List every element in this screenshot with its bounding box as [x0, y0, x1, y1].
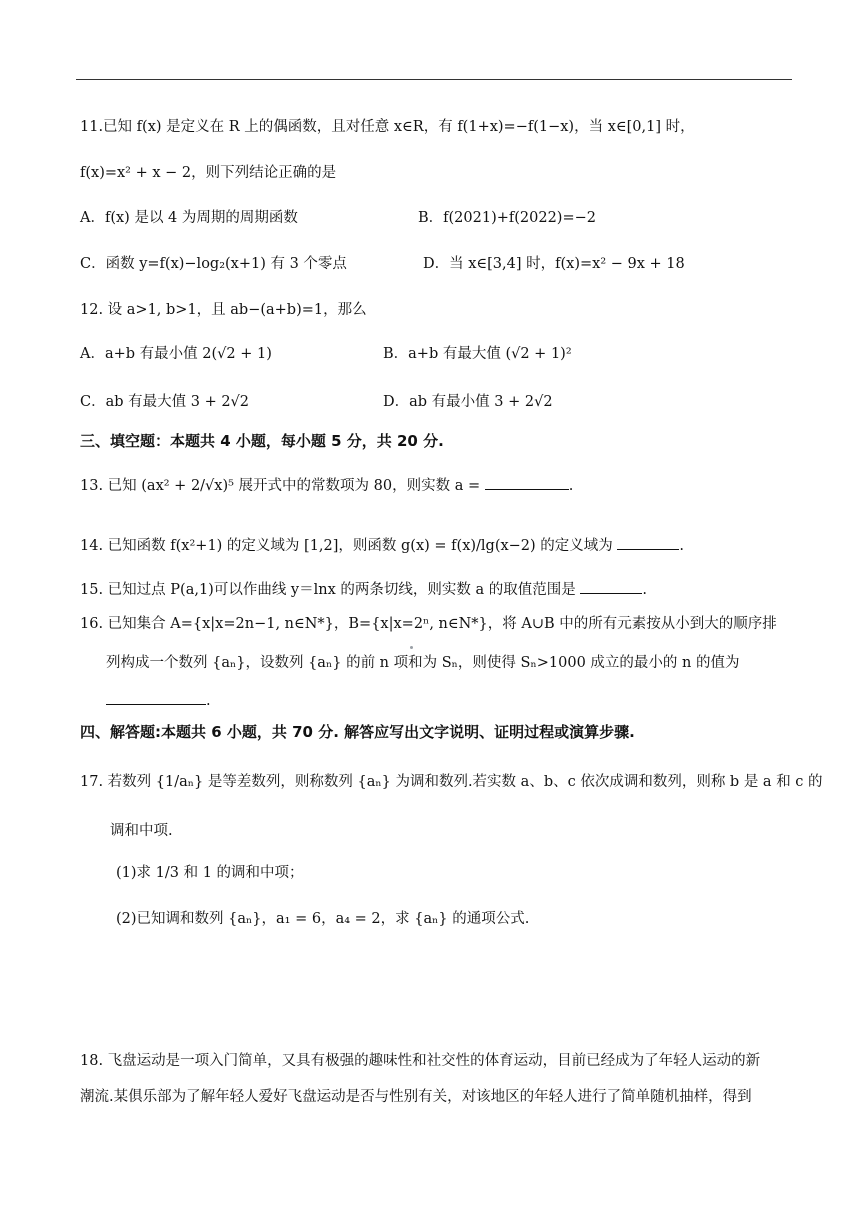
q11-option-d: D．当 x∈[3,4] 时，f(x)=x² − 9x + 18 [423, 256, 685, 272]
section-fill-in-heading: 三、填空题：本题共 4 小题，每小题 5 分，共 20 分. [80, 432, 444, 450]
q13-answer-blank[interactable] [485, 477, 569, 490]
q16-line1: 16. 已知集合 A={x|x=2n−1, n∈N*}，B={x|x=2ⁿ, n∈N*}，将 A∪B 中的所有元素按从小到大的顺序排 [80, 616, 777, 632]
q17-line2: 调和中项. [110, 823, 173, 839]
q16-line2: 列构成一个数列 {aₙ}，设数列 {aₙ} 的前 n 项和为 Sₙ，则使得 Sₙ>1000 成立的最小的 n 的值为 [106, 655, 740, 671]
q18-line1: 18. 飞盘运动是一项入门简单，又具有极强的趣味性和社交性的体育运动，目前已经成为了年轻人运动的新 [80, 1053, 761, 1069]
q11-option-c: C．函数 y=f(x)−log₂(x+1) 有 3 个零点 [80, 256, 347, 272]
q15-text: 15. 已知过点 P(a,1)可以作曲线 y＝lnx 的两条切线，则实数 a 的取值范围是 . [80, 582, 647, 598]
q12-option-b: B．a+b 有最大值 (√2 + 1)² [383, 346, 572, 362]
q15-answer-blank[interactable] [580, 581, 642, 594]
q11-option-b: B．f(2021)+f(2022)=−2 [418, 210, 596, 226]
q14-text: 14. 已知函数 f(x²+1) 的定义域为 [1,2]，则函数 g(x) = f(x)/lg(x−2) 的定义域为 . [80, 538, 685, 554]
q14-answer-blank[interactable] [617, 537, 679, 550]
q12-stem: 12. 设 a>1, b>1，且 ab−(a+b)=1，那么 [80, 302, 367, 318]
q11-option-a: A．f(x) 是以 4 为周期的周期函数 [80, 210, 298, 226]
header-rule [76, 79, 792, 80]
q12-option-d: D．ab 有最小值 3 + 2√2 [383, 394, 553, 410]
q13-text: 13. 已知 (ax² + 2/√x)⁵ 展开式中的常数项为 80，则实数 a = . [80, 478, 574, 494]
q17-line1: 17. 若数列 {1/aₙ} 是等差数列，则称数列 {aₙ} 为调和数列.若实数 a、b、c 依次成调和数列，则称 b 是 a 和 c 的 [80, 774, 823, 790]
q11-line2: f(x)=x² + x − 2，则下列结论正确的是 [80, 165, 337, 181]
q18-line2: 潮流.某俱乐部为了解年轻人爱好飞盘运动是否与性别有关，对该地区的年轻人进行了简单随机抽样，得到 [80, 1089, 752, 1105]
q11-line1: 11.已知 f(x) 是定义在 R 上的偶函数，且对任意 x∈R，有 f(1+x)=−f(1−x)，当 x∈[0,1] 时， [80, 119, 695, 135]
q12-option-a: A．a+b 有最小值 2(√2 + 1) [80, 346, 272, 362]
q17-part1: (1)求 1/3 和 1 的调和中项； [116, 865, 304, 881]
scan-dot [410, 646, 413, 649]
q16-answer-blank[interactable] [106, 692, 206, 705]
q12-option-c: C．ab 有最大值 3 + 2√2 [80, 394, 250, 410]
q15-stem: 15. 已知过点 P(a,1)可以作曲线 y＝lnx 的两条切线，则实数 a 的取值范围是 [80, 582, 576, 598]
q17-part2: (2)已知调和数列 {aₙ}，a₁ = 6，a₄ = 2，求 {aₙ} 的通项公式. [116, 911, 530, 927]
section-solutions-heading: 四、解答题:本题共 6 小题，共 70 分. 解答应写出文字说明、证明过程或演算步骤. [80, 723, 635, 741]
q13-stem: 13. 已知 (ax² + 2/√x)⁵ 展开式中的常数项为 80，则实数 a = [80, 478, 481, 494]
q14-stem: 14. 已知函数 f(x²+1) 的定义域为 [1,2]，则函数 g(x) = f(x)/lg(x−2) 的定义域为 [80, 538, 613, 554]
q16-line3: . [106, 690, 211, 712]
